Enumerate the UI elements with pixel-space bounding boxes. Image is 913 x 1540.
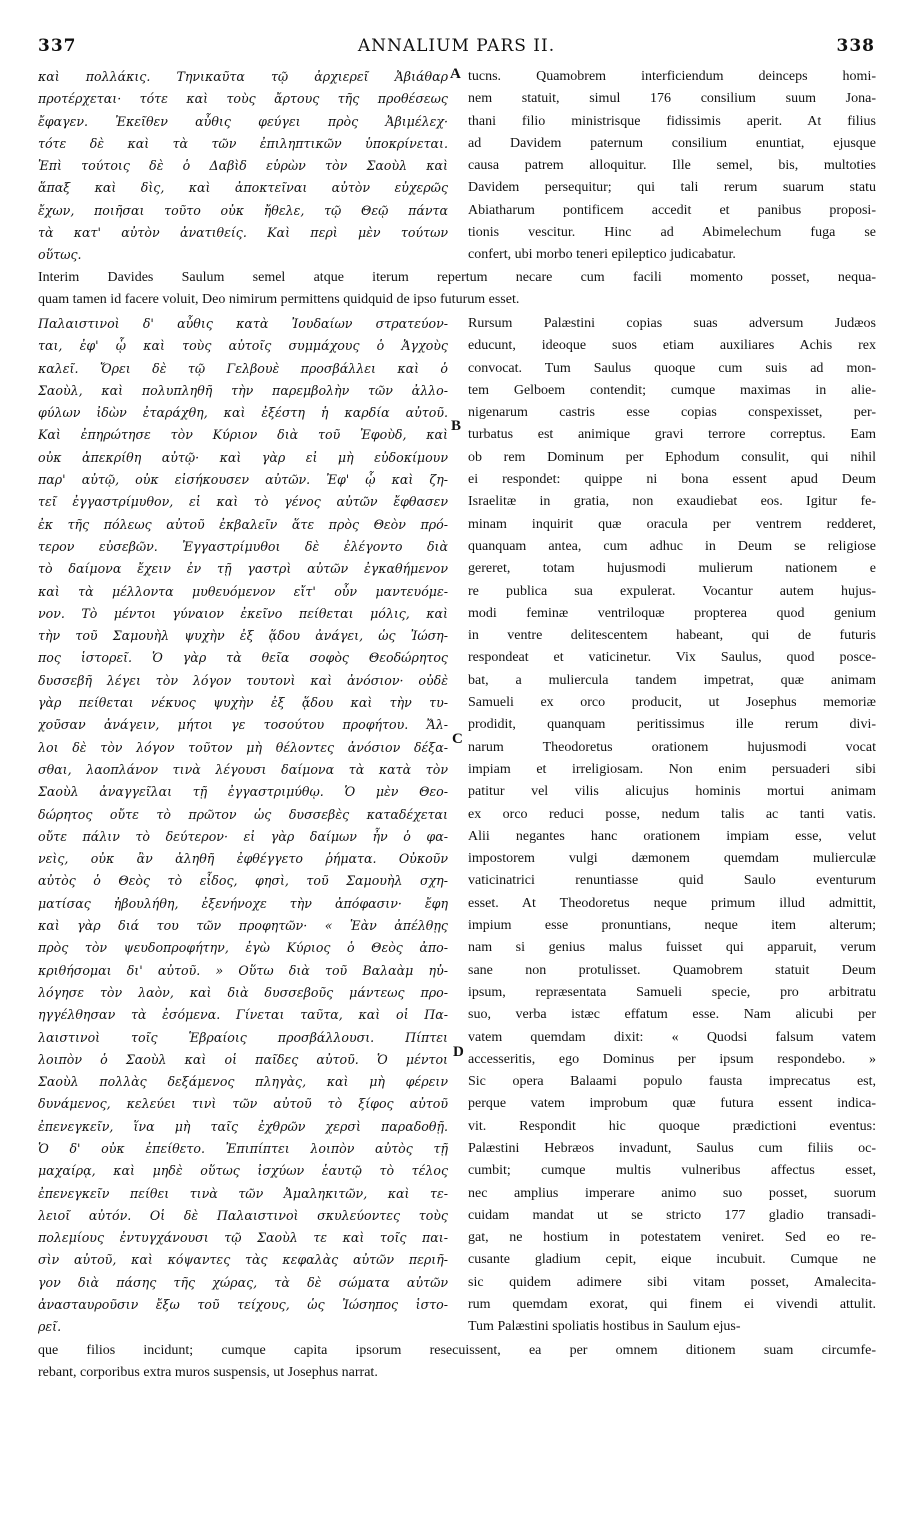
greek-text-line: τερον εὐσεβῶν. Ἐγγαστρίμυθοι δὲ ἐλέγοντο διὰ <box>38 538 448 554</box>
greek-text-line: ἐπενεγκεῖν πείθει τινὰ τῶν Ἀμαληκιτῶν, καὶ τε- <box>38 1185 448 1201</box>
latin-text-line: tionis vescitur. Hinc ad Abimelechum fuga se <box>468 225 876 241</box>
latin-text-line: gereret, totam hujusmodi mulierum nationem e <box>468 561 876 577</box>
latin-text-line: nem statuit, simul 176 consilium suum Jona- <box>468 91 876 107</box>
greek-text-line: Σαοὺλ, καὶ πολυπληθῆ τὴν παρεμβολὴν τῶν ἀλλο- <box>38 382 448 398</box>
latin-text-line: Israelitæ in gratia, non exaudiebat eos. Igitur fe- <box>468 494 876 510</box>
latin-text-line: ei respondet: quippe ni bona essent apud Deum <box>468 472 876 488</box>
greek-text-line: φύλων ἰδὼν ἐταράχθη, καὶ ἐξέστη ἡ καρδία αὐτοῦ. <box>38 405 448 421</box>
latin-text-line: nam si genius malus fuisset qui apparuit, verum <box>468 940 876 956</box>
latin-text-line: thani filio ministrisque fidissimis aperit. At filius <box>468 113 876 129</box>
summary-text-line: rebant, corporibus extra muros suspensis, ut Josephus narrat. <box>38 1365 378 1381</box>
running-title: ANNALIUM PARS II. <box>357 36 556 56</box>
greek-text-line: ται, ἐφ' ᾧ καὶ τοὺς αὐτοῖς συμμάχους ὁ Ἀγχοὺς <box>38 338 448 354</box>
latin-text-line: Rursum Palæstini copias suas adversum Judæos <box>468 316 876 331</box>
greek-text-line: οὐκ ἀπεκρίθη αὐτῷ· καὶ γὰρ εἰ μὴ εὐδοκίμουν <box>38 449 448 465</box>
latin-text-line: quanquam antea, cum adhuc in Deum se religiose <box>468 538 876 554</box>
latin-text-line: accesseritis, ego Dominus per ipsum respondebo. » <box>468 1051 876 1067</box>
summary-text-line: quam tamen id facere voluit, Deo nimirum permittens quidquid de ipso futurum esset. <box>38 292 520 308</box>
greek-text-line: τὴν τοῦ Σαμουὴλ ψυχὴν ἐξ ᾅδου ἀνάγει, ὡς Ἰώση- <box>38 628 448 644</box>
greek-column-top <box>38 66 448 267</box>
greek-text-line: Ἐπὶ τούτοις δὲ ὁ Δαβὶδ εὑρὼν τὸν Σαοὺλ καὶ <box>38 158 448 174</box>
latin-text-line: suo, verba istæc effatum esse. Nam alicubi per <box>468 1007 876 1023</box>
latin-text-line: cusante gladium cepit, eique incubuit. Cumque ne <box>468 1252 876 1268</box>
greek-text-line: καὶ τὰ μέλλοντα μυθευόμενον εἴτ' οὖν μαντευόμε- <box>38 583 448 599</box>
latin-text-line: impiam et irreligiosam. Non enim persuaderi sibi <box>468 761 876 777</box>
latin-text-line: ex orco reduci posse, nedum talis ac tanti vatis. <box>468 806 876 822</box>
latin-text-line: narum Theodoretus orationem hujusmodi vocat <box>468 739 876 755</box>
latin-text-line: rum quemdam exorat, qui finem ei vivendi attulit. <box>468 1297 876 1313</box>
greek-text-line: ἐκ τῆς πόλεως αὐτοῦ ἐκβαλεῖν ἅτε πρὸς Θεὸν πρό- <box>38 516 448 532</box>
greek-text-line: λαιστινοὶ τοῖς Ἑβραίοις προσβάλλουσι. Πίπτει <box>38 1029 448 1045</box>
latin-text-line: in ventre delitescentem habeant, qui de futuris <box>468 628 876 644</box>
latin-text-line: ad Davidem paternum consilium enuntiat, ejusque <box>468 135 876 151</box>
latin-text-line: vaticinatrici renuntiasse quid Saulo eventurum <box>468 873 876 889</box>
greek-text-line: πρὸς τὸν ψευδοπροφήτην, ἐγὼ Κύριος ὁ Θεὸς ἀπο- <box>38 940 448 956</box>
latin-text-line: ob rem Dominum per Ephodum consulit, qui nihil <box>468 449 876 465</box>
latin-text-line: sane non protulisset. Quamobrem statuit Deum <box>468 962 876 978</box>
greek-text-line: ἅπαξ καὶ δὶς, καὶ ἀποκτεῖναι αὐτὸν εὐχερῶς <box>38 180 448 196</box>
latin-text-line: vatem quemdam dixit: « Quodsi falsum vatem <box>468 1029 876 1045</box>
greek-text-line: τὸ δαίμονα ἔχειν ἐν τῇ γαστρὶ αὐτῶν ἐγκαθήμενον <box>38 561 448 577</box>
greek-text-line: ἔφαγεν. Ἐκεῖθεν αὖθις φεύγει πρὸς Ἀβιμέλεχ· <box>38 113 448 129</box>
latin-text-line: minam inquirit quæ oracula per ventrem redderet, <box>468 516 876 532</box>
greek-text-line: λόγησε τὸν λαὸν, καὶ διὰ δυσσεβοῦς μάντεως προ- <box>38 984 448 1000</box>
page-header <box>38 36 875 60</box>
section-marker-d: D <box>453 1044 464 1060</box>
greek-text-line: ρεῖ. <box>38 1319 62 1335</box>
latin-text-line: impium esse pronuntians, neque item alterum; <box>468 918 876 934</box>
greek-text-line: γὰρ πείθεται νέκυος ψυχὴν ἐξ ᾅδου καὶ τὴν τυ- <box>38 695 448 711</box>
latin-text-line: Palæstini Hebræos invadunt, Saulus cum filiis oc- <box>468 1140 876 1156</box>
latin-text-line: ipsum, repræsentata Samueli specie, pro arbitratu <box>468 984 876 1000</box>
greek-text-line: οὕτως. <box>38 247 82 263</box>
greek-text-line: λοιπὸν ὁ Σαοὺλ καὶ οἱ παῖδες αὐτοῦ. Ὁ μέντοι <box>38 1051 448 1067</box>
section-marker-a: A <box>450 66 461 82</box>
latin-text-line: vit. Respondit hic quoque prædictioni eventus: <box>468 1118 876 1134</box>
latin-text-line: impostorem vulgi dæmonem quemdam mulierculæ <box>468 851 876 867</box>
latin-column-main <box>468 313 876 1339</box>
greek-text-line: νεὶς, οὐκ ἂν ἀληθῆ ἐφθέγγετο ῥήματα. Οὐκοῦν <box>38 851 448 867</box>
greek-text-line: αὐτὸς ὁ Θεὸς τὸ εἶδος, φησὶ, τοῦ Σαμουὴλ σχη- <box>38 873 448 889</box>
greek-text-line: καὶ πολλάκις. Τηνικαῦτα τῷ ἀρχιερεῖ Ἀβιάθαρ <box>38 69 448 84</box>
greek-text-line: παρ' αὐτῷ, οὐκ εἰσήκουσεν αὐτῶν. Ἐφ' ᾧ καὶ ζη- <box>38 472 448 488</box>
page-number-left: 337 <box>38 36 77 56</box>
latin-text-line: Tum Palæstini spoliatis hostibus in Saulum ejus- <box>468 1319 741 1335</box>
latin-text-line: nec amplius imperare animo suo posset, suorum <box>468 1185 876 1201</box>
latin-text-line: convocat. Tum Saulus quoque cum suis ad mon- <box>468 360 876 376</box>
latin-text-line: respondeat et vaticinetur. Vix Saulus, quod posce- <box>468 650 876 666</box>
greek-text-line: τότε δὲ καὶ τὰ τῶν ἐπιληπτικῶν ὑποκρίνεται. <box>38 135 448 151</box>
summary-text-line: que filios incidunt; cumque capita ipsorum resecuissent, ea per omnem ditionem suam circumfe- <box>38 1343 876 1358</box>
greek-text-line: χοῦσαν ἀνάγειν, μήτοι γε τοσούτου προφήτου. Ἄλ- <box>38 717 448 733</box>
greek-text-line: Ὁ δ' οὐκ ἐπείθετο. Ἐπιπίπτει λοιπὸν αὐτὸς τῇ <box>38 1140 448 1156</box>
latin-text-line: re publica sua expulerat. Vocantur autem hujus- <box>468 583 876 599</box>
section-marker-b: B <box>451 418 462 434</box>
greek-text-line: κριθήσομαι δι' αὐτοῦ. » Οὕτω διὰ τοῦ Βαλαὰμ ηὐ- <box>38 962 448 978</box>
greek-text-line: Σαοὺλ πολλὰς δεξάμενος πληγὰς, καὶ μὴ φέρειν <box>38 1074 448 1090</box>
greek-text-line: πος ἱστορεῖ. Ὁ γὰρ τὰ θεῖα σοφὸς Θεοδώρητος <box>38 650 448 666</box>
latin-text-line: patitur vel vilis alicujus hominis mortui animam <box>468 784 876 800</box>
summary-text-line: Interim Davides Saulum semel atque iterum repertum necare cum facili momento posset, nequa- <box>38 270 876 285</box>
greek-text-line: ἔχων, ποιῆσαι τοῦτο οὐκ ἤθελε, τῷ Θεῷ πάντα <box>38 202 448 218</box>
greek-text-line: μαχαίρᾳ, καὶ μηδὲ οὕτως ἰσχύων ἑαυτῷ τὸ τέλος <box>38 1163 448 1179</box>
latin-text-line: Sic opera Balaami populo fausta imprecatus est, <box>468 1074 876 1090</box>
latin-text-line: tem Gelboem contendit; cumque maximas in alie- <box>468 382 876 398</box>
greek-text-line: νον. Τὸ μέντοι γύναιον ἐκεῖνο πείθεται μόλις, καὶ <box>38 605 448 621</box>
greek-text-line: Καὶ ἐπηρώτησε τὸν Κύριον διὰ τοῦ Ἐφοὺδ, καὶ <box>38 427 448 443</box>
latin-text-line: Alii negantes hanc orationem impiam esse, velut <box>468 828 876 844</box>
greek-text-line: σὶν αὐτοῦ, καὶ κόψαντες τὰς κεφαλὰς αὐτῶν περιῆ- <box>38 1252 448 1268</box>
greek-text-line: δυνάμενος, κελεύει τινὶ τῶν αὐτοῦ τὸ ξίφος αὐτοῦ <box>38 1096 448 1112</box>
latin-text-line: Abiatharum pontificem accedit et panibus proposi- <box>468 202 876 218</box>
latin-text-line: tucns. Quamobrem interficiendum deinceps homi- <box>468 69 876 84</box>
greek-text-line: γον διὰ πάσης τῆς χώρας, τὰ δὲ σώματα αὐτῶν <box>38 1274 448 1290</box>
greek-text-line: ἀνασταυροῦσιν ἔξω τοῦ τείχους, ὡς Ἰώσηπος ἱστο- <box>38 1297 448 1313</box>
latin-summary-bottom <box>38 1340 876 1385</box>
greek-text-line: δώρητος οὔτε τὸ πρῶτον ὡς δυσσεβὲς καταδέχεται <box>38 806 448 822</box>
latin-text-line: nigenarum castris esse copias conspexisset, per- <box>468 405 876 421</box>
latin-text-line: Davidem persequitur; qui tali rerum suarum statu <box>468 180 876 196</box>
greek-text-line: λοι δὲ τὸν λόγον τοῦτον μὴ θέλοντες ἀνόσιον δέξα- <box>38 739 448 755</box>
greek-text-line: προτέρχεται· τότε καὶ τοὺς ἄρτους τῆς προθέσεως <box>38 91 448 107</box>
latin-text-line: cumbit; cumque multis vulneribus affectus esset, <box>468 1163 876 1179</box>
greek-text-line: καλεῖ. Ὄρει δὲ τῷ Γελβουὲ προσβάλλει καὶ ὁ <box>38 360 448 376</box>
latin-text-line: turbatus est animique gravi terrore correptus. Eam <box>468 427 876 443</box>
greek-text-line: ἐπενεγκεῖν, ἵνα μὴ ταῖς ἐχθρῶν χερσὶ παραδοθῇ. <box>38 1118 448 1134</box>
latin-text-line: modi feminæ ventriloquæ propterea quod genium <box>468 605 876 621</box>
greek-text-line: Σαοὺλ ἀναγγεῖλαι τῇ ἐγγαστριμύθῳ. Ὁ μὲν Θεο- <box>38 784 448 800</box>
latin-text-line: educunt, ideoque suos etiam auxiliares Achis rex <box>468 338 876 354</box>
greek-text-line: καὶ γὰρ διά του τῶν προφητῶν· « Ἐὰν ἀπέλθῃς <box>38 918 448 934</box>
greek-text-line: οὔτε πάλιν τὸ δεύτερον· εἰ γὰρ δαίμων ἦν ὁ φα- <box>38 828 448 844</box>
greek-text-line: λειοῖ αὐτόν. Οἱ δὲ Παλαιστινοὶ σκυλεύοντες τοὺς <box>38 1207 448 1223</box>
greek-text-line: τεῖ ἐγγαστρίμυθον, εἰ καὶ τὸ γένος αὐτῶν ἔφθασεν <box>38 494 448 510</box>
greek-text-line: δυσσεβῆ λέγει τὸν λόγον τουτονὶ καὶ ἀνόσιον· οὐδὲ <box>38 672 448 688</box>
greek-text-line: ηγγέλθησαν τὰ ἐσόμενα. Γίνεται ταῦτα, καὶ οἱ Πα- <box>38 1007 448 1023</box>
latin-text-line: esset. At Theodoretus neque primum illud admittit, <box>468 895 876 911</box>
latin-text-line: confert, ubi morbo teneri epileptico judicabatur. <box>468 247 736 263</box>
latin-column-top <box>468 66 876 267</box>
latin-text-line: sic quidem adimere sibi vitam posset, Amalecita- <box>468 1274 876 1290</box>
greek-text-line: τὰ κατ' αὐτὸν ἀνατιθείς. Καὶ περὶ μὲν τούτων <box>38 225 448 241</box>
latin-text-line: prodidit, quanquam peritissimus ille rerum divi- <box>468 717 876 733</box>
latin-text-line: bat, a muliercula tandem impetrat, quæ animam <box>468 672 876 688</box>
latin-text-line: causa patrem alloquitur. Ille semel, bis, multoties <box>468 158 876 174</box>
greek-column-main <box>38 313 448 1339</box>
latin-summary-top <box>38 267 876 312</box>
latin-text-line: perque vatem improbum quæ futura essent indica- <box>468 1096 876 1112</box>
greek-text-line: Παλαιστινοὶ δ' αὖθις κατὰ Ἰουδαίων στρατεύον- <box>38 316 448 331</box>
latin-text-line: gat, ne hostium in potestatem veniret. Sed eo re- <box>468 1230 876 1246</box>
greek-text-line: ματίσας ἠβουλήθη, ἐξενήνοχε τὴν ἀπόφασιν· ἔφη <box>38 895 448 911</box>
latin-text-line: Samueli ex orco producit, ut Josephus memoriæ <box>468 695 876 711</box>
latin-text-line: cuidam mandat ut se stricto 177 gladio transadi- <box>468 1207 876 1223</box>
section-marker-c: C <box>452 731 463 747</box>
greek-text-line: σθαι, λαοπλάνον τινὰ λέγουσι δαίμονα τὰ κατὰ τὸν <box>38 761 448 777</box>
greek-text-line: πολεμίους ἐντυγχάνουσι τῷ Σαοὺλ τε καὶ τοῖς παι- <box>38 1230 448 1246</box>
page-number-right: 338 <box>836 36 875 56</box>
